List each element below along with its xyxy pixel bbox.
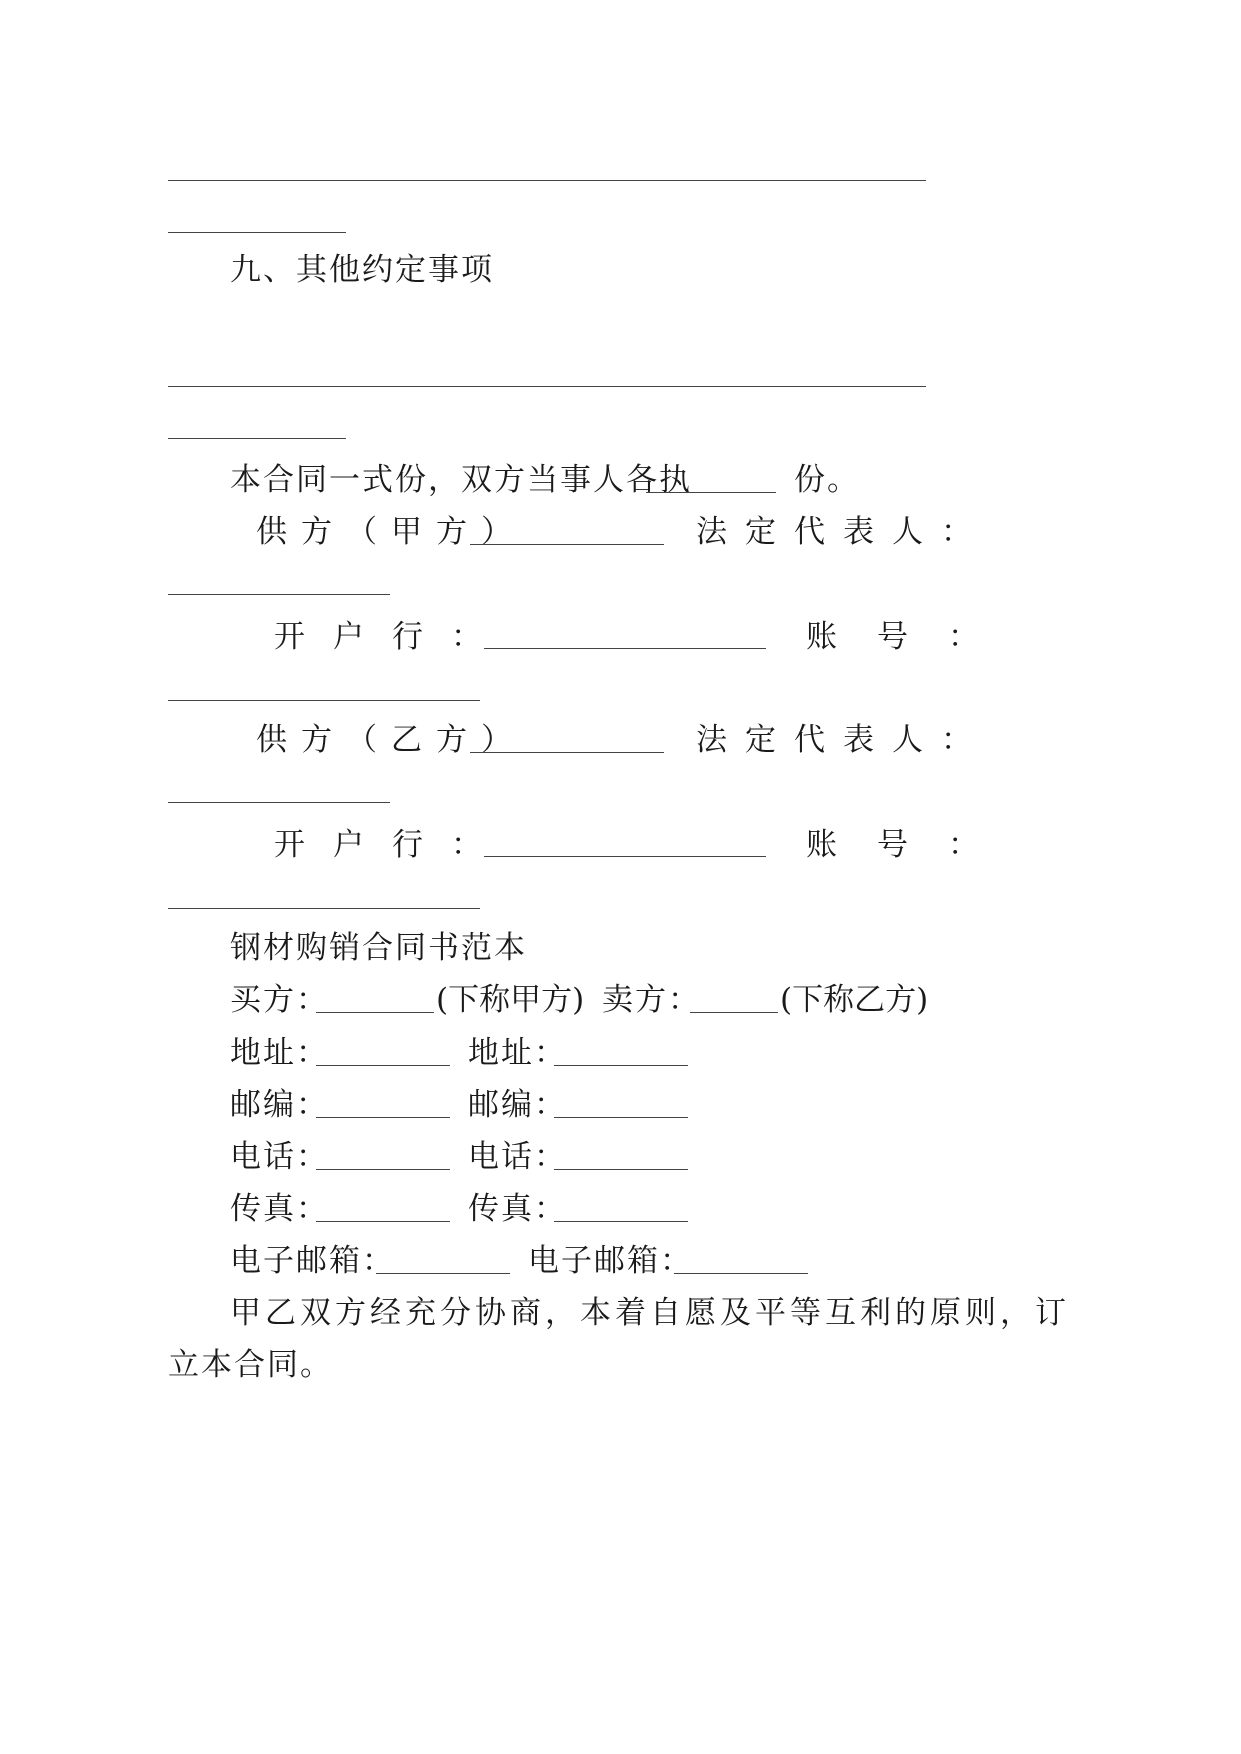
party-a-label: 供方（甲方） [256, 514, 526, 550]
party-a-rep-blank [168, 594, 390, 595]
email-blank [674, 1273, 808, 1274]
sample-title: 钢材购销合同书范本 [230, 930, 527, 966]
party-b-label: 供方（乙方） [256, 722, 526, 758]
field-blank [554, 1221, 688, 1222]
field-label: 地址： [230, 1035, 329, 1071]
field-label: 邮编： [468, 1087, 567, 1123]
party-b-rep-blank [168, 802, 390, 803]
field-label: 电话： [468, 1139, 567, 1175]
field-label: 传真： [468, 1191, 567, 1227]
field-label: 邮编： [230, 1087, 329, 1123]
party-a-bank-blank [484, 648, 766, 649]
field-blank [554, 1169, 688, 1170]
field-blank [316, 1117, 450, 1118]
party-b-rep-label: 法定代表人： [696, 722, 990, 758]
seller-note: (下称乙方) [780, 982, 929, 1018]
party-b-bank-blank [484, 856, 766, 857]
party-a-rep-label: 法定代表人： [696, 514, 990, 550]
buyer-label: 买方： [230, 982, 329, 1018]
blank-line [168, 180, 926, 181]
buyer-note: (下称甲方) [436, 982, 585, 1018]
field-blank [554, 1117, 688, 1118]
party-a-account-blank [168, 700, 480, 701]
party-b-account-blank [168, 908, 480, 909]
email-blank [376, 1273, 510, 1274]
buyer-blank [316, 1012, 434, 1013]
intro-paragraph-line: 甲乙双方经充分协商，本着自愿及平等互利的原则，订 [230, 1295, 1070, 1331]
party-b-account-label: 账号： [806, 827, 1019, 863]
copies-sentence-before: 本合同一式份，双方当事人各执 [230, 462, 692, 498]
email-label: 电子邮箱： [528, 1243, 693, 1279]
section-heading: 九、其他约定事项 [230, 252, 494, 288]
party-a-account-label: 账号： [806, 619, 1019, 655]
field-blank [316, 1221, 450, 1222]
blank-line [168, 438, 346, 439]
field-label: 地址： [468, 1035, 567, 1071]
seller-blank [690, 1012, 778, 1013]
field-blank [316, 1065, 450, 1066]
field-label: 传真： [230, 1191, 329, 1227]
intro-paragraph-line: 立本合同。 [168, 1347, 333, 1383]
party-a-bank-label: 开户行： [274, 619, 510, 655]
party-b-blank [470, 752, 664, 753]
blank-line [168, 232, 346, 233]
field-blank [316, 1169, 450, 1170]
party-a-blank [470, 544, 664, 545]
email-label: 电子邮箱： [230, 1243, 395, 1279]
field-blank [554, 1065, 688, 1066]
copies-blank [646, 492, 776, 493]
party-b-bank-label: 开户行： [274, 827, 510, 863]
field-label: 电话： [230, 1139, 329, 1175]
seller-label: 卖方： [602, 982, 701, 1018]
copies-sentence-after: 份。 [794, 462, 860, 498]
blank-line [168, 386, 926, 387]
